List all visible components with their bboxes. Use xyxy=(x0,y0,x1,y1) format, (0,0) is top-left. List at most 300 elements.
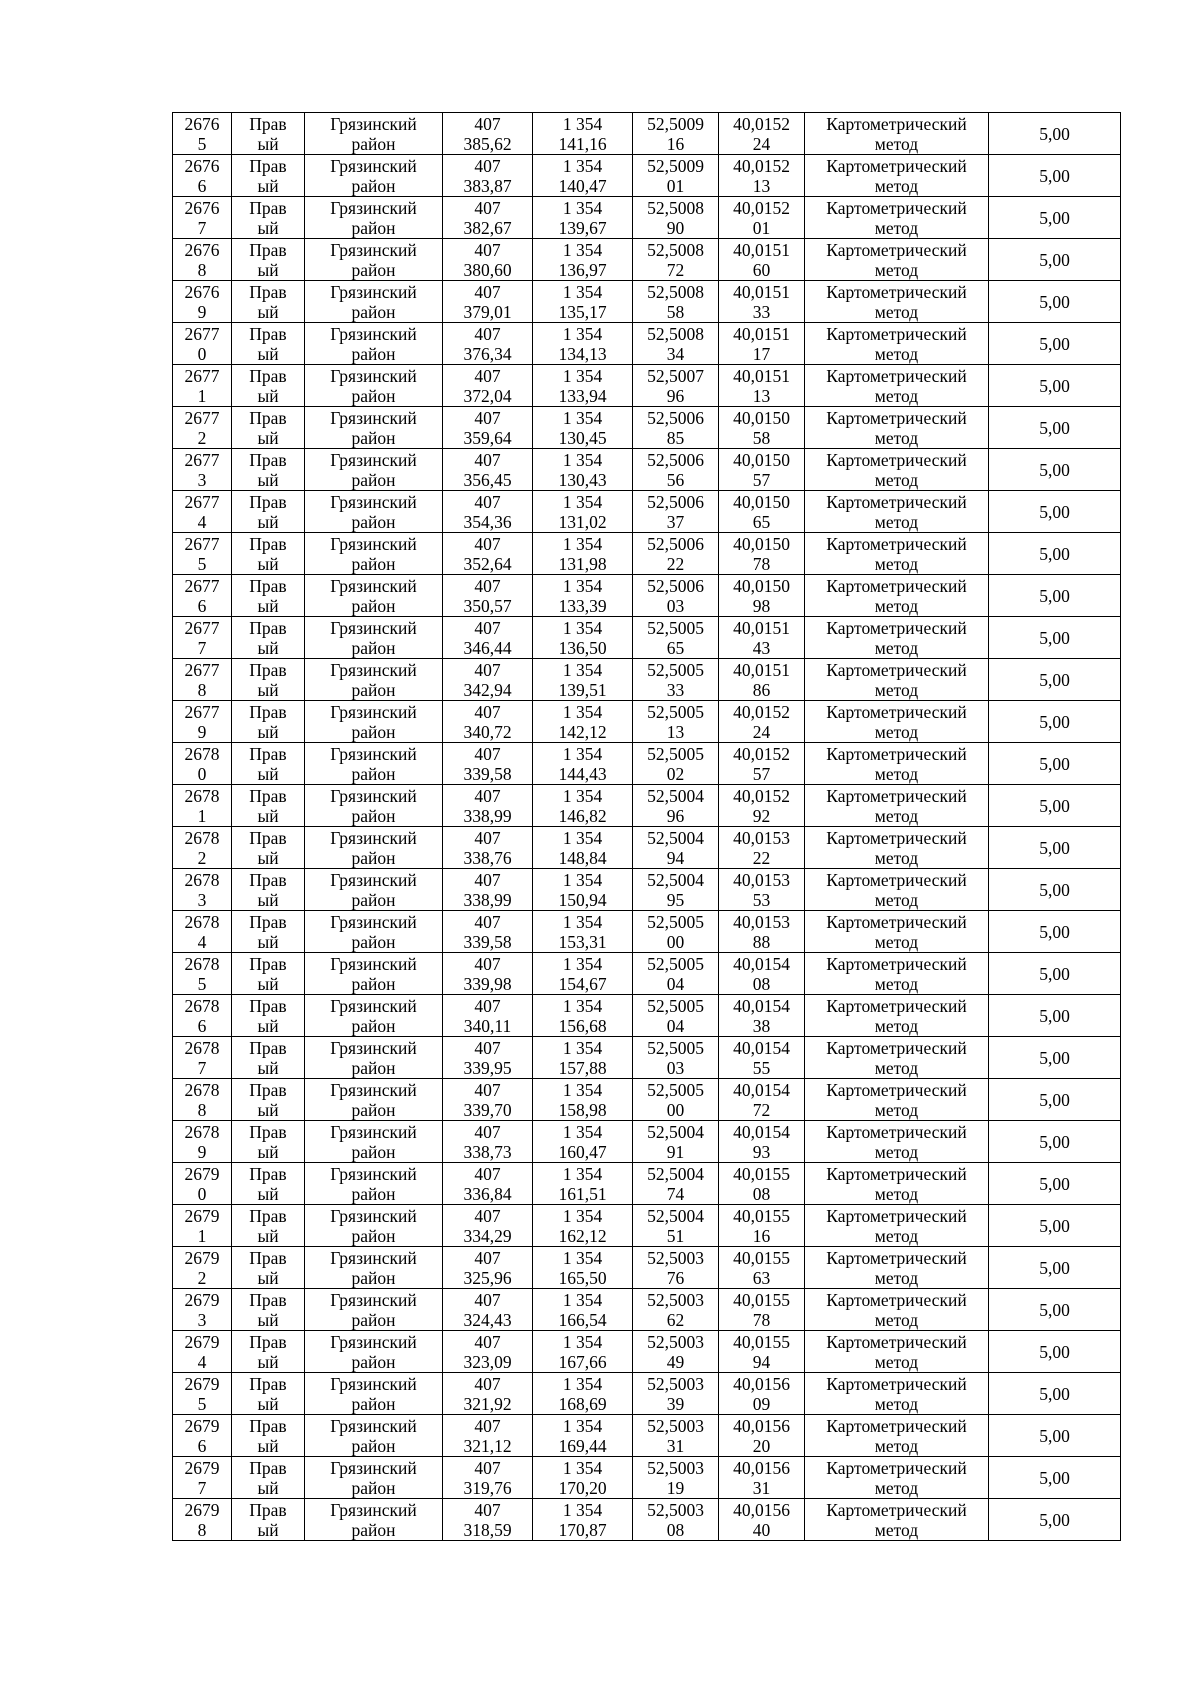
x-coordinate-cell xyxy=(443,575,533,617)
y-coordinate-cell-line-1: 1 354 xyxy=(562,1163,603,1184)
latitude-cell-line-1: 52,5005 xyxy=(647,743,704,764)
method-cell-line-1: Картометрический xyxy=(826,617,967,638)
point-number-cell-line-1: 2676 xyxy=(184,155,220,176)
y-coordinate-cell-line-2: 142,12 xyxy=(558,721,607,742)
point-number-cell-line-1: 2677 xyxy=(184,701,220,722)
longitude-cell xyxy=(719,659,805,701)
longitude-cell xyxy=(719,1163,805,1205)
latitude-cell-line-1: 52,5003 xyxy=(647,1373,704,1394)
point-number-cell xyxy=(173,617,232,659)
district-cell xyxy=(305,743,443,785)
bank-side-cell-line-1: Прав xyxy=(249,1373,287,1394)
point-number-cell xyxy=(173,659,232,701)
point-number-cell-line-2: 3 xyxy=(197,469,207,490)
latitude-cell-line-1: 52,5004 xyxy=(647,1163,704,1184)
district-cell xyxy=(305,323,443,365)
method-cell-line-1: Картометрический xyxy=(826,197,967,218)
point-number-cell-line-2: 6 xyxy=(197,1015,207,1036)
table-row xyxy=(173,1415,1121,1457)
longitude-cell-line-2: 33 xyxy=(752,301,771,322)
y-coordinate-cell-line-1: 1 354 xyxy=(562,155,603,176)
district-cell-line-1: Грязинский xyxy=(330,365,417,386)
x-coordinate-cell xyxy=(443,701,533,743)
district-cell-line-2: район xyxy=(351,175,396,196)
table-row xyxy=(173,155,1121,197)
point-number-cell xyxy=(173,911,232,953)
y-coordinate-cell xyxy=(533,785,633,827)
bank-side-cell xyxy=(232,1247,305,1289)
district-cell-line-1: Грязинский xyxy=(330,113,417,134)
point-number-cell xyxy=(173,491,232,533)
longitude-cell-line-1: 40,0150 xyxy=(733,533,790,554)
latitude-cell xyxy=(633,449,719,491)
latitude-cell-line-2: 04 xyxy=(666,1015,685,1036)
y-coordinate-cell-line-2: 141,16 xyxy=(558,133,607,154)
bank-side-cell-line-1: Прав xyxy=(249,1289,287,1310)
bank-side-cell-line-2: ый xyxy=(257,1057,279,1078)
longitude-cell-line-1: 40,0152 xyxy=(733,155,790,176)
district-cell-line-2: район xyxy=(351,259,396,280)
district-cell-line-1: Грязинский xyxy=(330,1289,417,1310)
point-number-cell-line-1: 2677 xyxy=(184,659,220,680)
bank-side-cell-line-2: ый xyxy=(257,1477,279,1498)
latitude-cell-line-2: 76 xyxy=(666,1267,685,1288)
method-cell-line-1: Картометрический xyxy=(826,1037,967,1058)
y-coordinate-cell-line-1: 1 354 xyxy=(562,953,603,974)
point-number-cell xyxy=(173,197,232,239)
bank-side-cell-line-1: Прав xyxy=(249,113,287,134)
longitude-cell-line-2: 43 xyxy=(752,637,771,658)
district-cell xyxy=(305,1205,443,1247)
table-row xyxy=(173,1499,1121,1541)
district-cell-line-1: Грязинский xyxy=(330,1079,417,1100)
latitude-cell-line-1: 52,5003 xyxy=(647,1499,704,1520)
x-coordinate-cell-line-2: 346,44 xyxy=(463,637,512,658)
accuracy-cell: 5,00 xyxy=(989,1079,1121,1121)
x-coordinate-cell-line-1: 407 xyxy=(474,1079,501,1100)
y-coordinate-cell-line-2: 133,39 xyxy=(558,595,607,616)
point-number-cell-line-2: 7 xyxy=(197,1477,207,1498)
y-coordinate-cell-line-1: 1 354 xyxy=(562,575,603,596)
bank-side-cell-line-2: ый xyxy=(257,721,279,742)
bank-side-cell-line-2: ый xyxy=(257,637,279,658)
longitude-cell xyxy=(719,281,805,323)
y-coordinate-cell-line-2: 133,94 xyxy=(558,385,607,406)
longitude-cell-line-1: 40,0153 xyxy=(733,869,790,890)
method-cell-line-1: Картометрический xyxy=(826,1205,967,1226)
district-cell xyxy=(305,869,443,911)
y-coordinate-cell-line-1: 1 354 xyxy=(562,533,603,554)
district-cell xyxy=(305,659,443,701)
bank-side-cell-line-1: Прав xyxy=(249,323,287,344)
table-body xyxy=(173,113,1121,1541)
latitude-cell-line-1: 52,5003 xyxy=(647,1247,704,1268)
method-cell-line-2: метод xyxy=(874,595,919,616)
latitude-cell-line-2: 00 xyxy=(666,931,685,952)
point-number-cell-line-1: 2678 xyxy=(184,1079,220,1100)
point-number-cell xyxy=(173,533,232,575)
point-number-cell-line-1: 2676 xyxy=(184,197,220,218)
y-coordinate-cell-line-1: 1 354 xyxy=(562,1499,603,1520)
y-coordinate-cell xyxy=(533,281,633,323)
bank-side-cell-line-1: Прав xyxy=(249,785,287,806)
method-cell-line-2: метод xyxy=(874,721,919,742)
bank-side-cell-line-1: Прав xyxy=(249,1079,287,1100)
point-number-cell-line-2: 7 xyxy=(197,217,207,238)
accuracy-cell: 5,00 xyxy=(989,1499,1121,1541)
longitude-cell-line-2: 93 xyxy=(752,1141,771,1162)
bank-side-cell-line-2: ый xyxy=(257,1141,279,1162)
table-row xyxy=(173,491,1121,533)
district-cell-line-1: Грязинский xyxy=(330,197,417,218)
latitude-cell-line-1: 52,5009 xyxy=(647,155,704,176)
bank-side-cell xyxy=(232,1289,305,1331)
y-coordinate-cell-line-1: 1 354 xyxy=(562,1247,603,1268)
x-coordinate-cell-line-2: 356,45 xyxy=(463,469,512,490)
latitude-cell-line-1: 52,5005 xyxy=(647,911,704,932)
longitude-cell-line-2: 57 xyxy=(752,763,771,784)
x-coordinate-cell-line-2: 319,76 xyxy=(463,1477,512,1498)
bank-side-cell-line-1: Прав xyxy=(249,701,287,722)
longitude-cell-line-1: 40,0152 xyxy=(733,113,790,134)
latitude-cell xyxy=(633,785,719,827)
x-coordinate-cell xyxy=(443,113,533,155)
method-cell-line-2: метод xyxy=(874,1099,919,1120)
latitude-cell xyxy=(633,407,719,449)
bank-side-cell xyxy=(232,1373,305,1415)
longitude-cell xyxy=(719,617,805,659)
y-coordinate-cell xyxy=(533,533,633,575)
longitude-cell xyxy=(719,113,805,155)
x-coordinate-cell xyxy=(443,659,533,701)
point-number-cell-line-1: 2679 xyxy=(184,1373,220,1394)
x-coordinate-cell-line-1: 407 xyxy=(474,1121,501,1142)
accuracy-cell: 5,00 xyxy=(989,113,1121,155)
bank-side-cell xyxy=(232,281,305,323)
latitude-cell xyxy=(633,575,719,617)
x-coordinate-cell xyxy=(443,281,533,323)
longitude-cell xyxy=(719,155,805,197)
latitude-cell-line-1: 52,5004 xyxy=(647,785,704,806)
latitude-cell-line-2: 04 xyxy=(666,973,685,994)
latitude-cell xyxy=(633,281,719,323)
latitude-cell-line-2: 03 xyxy=(666,595,685,616)
x-coordinate-cell-line-1: 407 xyxy=(474,1205,501,1226)
y-coordinate-cell-line-2: 168,69 xyxy=(558,1393,607,1414)
bank-side-cell-line-2: ый xyxy=(257,1183,279,1204)
longitude-cell xyxy=(719,407,805,449)
district-cell-line-1: Грязинский xyxy=(330,1331,417,1352)
district-cell-line-1: Грязинский xyxy=(330,1247,417,1268)
longitude-cell-line-1: 40,0152 xyxy=(733,701,790,722)
method-cell xyxy=(805,911,989,953)
longitude-cell-line-2: 55 xyxy=(752,1057,771,1078)
longitude-cell-line-2: 60 xyxy=(752,259,771,280)
method-cell-line-2: метод xyxy=(874,1057,919,1078)
x-coordinate-cell xyxy=(443,1079,533,1121)
method-cell-line-2: метод xyxy=(874,1519,919,1540)
method-cell-line-2: метод xyxy=(874,889,919,910)
longitude-cell xyxy=(719,239,805,281)
point-number-cell-line-1: 2679 xyxy=(184,1457,220,1478)
bank-side-cell xyxy=(232,533,305,575)
method-cell-line-2: метод xyxy=(874,637,919,658)
longitude-cell-line-1: 40,0153 xyxy=(733,827,790,848)
longitude-cell xyxy=(719,953,805,995)
district-cell-line-1: Грязинский xyxy=(330,995,417,1016)
longitude-cell xyxy=(719,1121,805,1163)
longitude-cell-line-1: 40,0150 xyxy=(733,491,790,512)
accuracy-cell: 5,00 xyxy=(989,281,1121,323)
table-row xyxy=(173,953,1121,995)
method-cell-line-1: Картометрический xyxy=(826,491,967,512)
point-number-cell-line-2: 6 xyxy=(197,1435,207,1456)
method-cell xyxy=(805,1247,989,1289)
method-cell-line-1: Картометрический xyxy=(826,281,967,302)
district-cell-line-1: Грязинский xyxy=(330,617,417,638)
x-coordinate-cell xyxy=(443,1037,533,1079)
x-coordinate-cell-line-1: 407 xyxy=(474,743,501,764)
latitude-cell-line-1: 52,5003 xyxy=(647,1415,704,1436)
bank-side-cell-line-1: Прав xyxy=(249,533,287,554)
accuracy-cell: 5,00 xyxy=(989,953,1121,995)
district-cell-line-2: район xyxy=(351,1309,396,1330)
table-row xyxy=(173,197,1121,239)
bank-side-cell-line-2: ый xyxy=(257,889,279,910)
accuracy-cell: 5,00 xyxy=(989,491,1121,533)
bank-side-cell xyxy=(232,911,305,953)
district-cell-line-1: Грязинский xyxy=(330,449,417,470)
accuracy-cell: 5,00 xyxy=(989,911,1121,953)
table-row xyxy=(173,575,1121,617)
district-cell-line-2: район xyxy=(351,889,396,910)
x-coordinate-cell xyxy=(443,365,533,407)
x-coordinate-cell-line-2: 325,96 xyxy=(463,1267,512,1288)
bank-side-cell-line-1: Прав xyxy=(249,1247,287,1268)
y-coordinate-cell xyxy=(533,1457,633,1499)
latitude-cell xyxy=(633,197,719,239)
table-row xyxy=(173,449,1121,491)
longitude-cell-line-1: 40,0151 xyxy=(733,323,790,344)
latitude-cell xyxy=(633,1163,719,1205)
point-number-cell-line-2: 7 xyxy=(197,1057,207,1078)
longitude-cell-line-2: 78 xyxy=(752,553,771,574)
longitude-cell-line-1: 40,0155 xyxy=(733,1331,790,1352)
latitude-cell-line-2: 91 xyxy=(666,1141,685,1162)
x-coordinate-cell-line-1: 407 xyxy=(474,1457,501,1478)
x-coordinate-cell xyxy=(443,911,533,953)
longitude-cell xyxy=(719,827,805,869)
bank-side-cell-line-1: Прав xyxy=(249,1499,287,1520)
point-number-cell-line-1: 2678 xyxy=(184,743,220,764)
bank-side-cell-line-2: ый xyxy=(257,511,279,532)
method-cell-line-2: метод xyxy=(874,385,919,406)
x-coordinate-cell xyxy=(443,323,533,365)
x-coordinate-cell-line-1: 407 xyxy=(474,827,501,848)
method-cell-line-1: Картометрический xyxy=(826,323,967,344)
y-coordinate-cell-line-2: 160,47 xyxy=(558,1141,607,1162)
point-number-cell-line-1: 2678 xyxy=(184,785,220,806)
method-cell-line-1: Картометрический xyxy=(826,239,967,260)
x-coordinate-cell xyxy=(443,533,533,575)
y-coordinate-cell-line-1: 1 354 xyxy=(562,869,603,890)
bank-side-cell-line-2: ый xyxy=(257,385,279,406)
latitude-cell xyxy=(633,995,719,1037)
point-number-cell-line-2: 6 xyxy=(197,595,207,616)
table-row xyxy=(173,1163,1121,1205)
x-coordinate-cell-line-1: 407 xyxy=(474,911,501,932)
accuracy-cell: 5,00 xyxy=(989,1373,1121,1415)
method-cell xyxy=(805,869,989,911)
district-cell-line-1: Грязинский xyxy=(330,281,417,302)
bank-side-cell-line-2: ый xyxy=(257,343,279,364)
method-cell-line-2: метод xyxy=(874,1477,919,1498)
table-row xyxy=(173,1037,1121,1079)
longitude-cell xyxy=(719,1247,805,1289)
y-coordinate-cell-line-1: 1 354 xyxy=(562,827,603,848)
latitude-cell-line-1: 52,5008 xyxy=(647,323,704,344)
accuracy-cell: 5,00 xyxy=(989,365,1121,407)
table-row xyxy=(173,113,1121,155)
method-cell-line-1: Картометрический xyxy=(826,1457,967,1478)
x-coordinate-cell-line-1: 407 xyxy=(474,869,501,890)
method-cell-line-1: Картометрический xyxy=(826,113,967,134)
district-cell xyxy=(305,1289,443,1331)
point-number-cell-line-2: 5 xyxy=(197,973,207,994)
x-coordinate-cell-line-1: 407 xyxy=(474,953,501,974)
latitude-cell-line-1: 52,5004 xyxy=(647,1121,704,1142)
latitude-cell-line-1: 52,5006 xyxy=(647,449,704,470)
y-coordinate-cell xyxy=(533,1163,633,1205)
method-cell xyxy=(805,1373,989,1415)
point-number-cell-line-2: 8 xyxy=(197,259,207,280)
point-number-cell-line-1: 2679 xyxy=(184,1499,220,1520)
point-number-cell-line-1: 2677 xyxy=(184,491,220,512)
x-coordinate-cell-line-2: 334,29 xyxy=(463,1225,512,1246)
bank-side-cell-line-1: Прав xyxy=(249,197,287,218)
point-number-cell-line-2: 2 xyxy=(197,1267,207,1288)
method-cell-line-2: метод xyxy=(874,1351,919,1372)
x-coordinate-cell-line-2: 372,04 xyxy=(463,385,512,406)
district-cell-line-1: Грязинский xyxy=(330,239,417,260)
district-cell xyxy=(305,1457,443,1499)
latitude-cell-line-1: 52,5003 xyxy=(647,1331,704,1352)
longitude-cell-line-1: 40,0154 xyxy=(733,1037,790,1058)
method-cell-line-1: Картометрический xyxy=(826,155,967,176)
bank-side-cell xyxy=(232,491,305,533)
y-coordinate-cell xyxy=(533,1415,633,1457)
point-number-cell-line-1: 2678 xyxy=(184,995,220,1016)
method-cell-line-2: метод xyxy=(874,763,919,784)
longitude-cell-line-1: 40,0155 xyxy=(733,1163,790,1184)
y-coordinate-cell-line-1: 1 354 xyxy=(562,1121,603,1142)
longitude-cell xyxy=(719,1373,805,1415)
method-cell xyxy=(805,617,989,659)
bank-side-cell xyxy=(232,995,305,1037)
longitude-cell-line-2: 86 xyxy=(752,679,771,700)
method-cell xyxy=(805,1415,989,1457)
longitude-cell xyxy=(719,785,805,827)
method-cell-line-1: Картометрический xyxy=(826,911,967,932)
y-coordinate-cell xyxy=(533,701,633,743)
longitude-cell-line-1: 40,0155 xyxy=(733,1247,790,1268)
method-cell-line-2: метод xyxy=(874,973,919,994)
table-row xyxy=(173,1373,1121,1415)
latitude-cell xyxy=(633,1457,719,1499)
method-cell xyxy=(805,491,989,533)
point-number-cell-line-1: 2679 xyxy=(184,1247,220,1268)
y-coordinate-cell xyxy=(533,1121,633,1163)
bank-side-cell-line-1: Прав xyxy=(249,491,287,512)
x-coordinate-cell xyxy=(443,785,533,827)
method-cell-line-1: Картометрический xyxy=(826,533,967,554)
x-coordinate-cell-line-2: 339,58 xyxy=(463,763,512,784)
bank-side-cell xyxy=(232,701,305,743)
latitude-cell-line-1: 52,5009 xyxy=(647,113,704,134)
latitude-cell xyxy=(633,617,719,659)
method-cell-line-2: метод xyxy=(874,217,919,238)
point-number-cell-line-2: 1 xyxy=(197,1225,207,1246)
method-cell-line-1: Картометрический xyxy=(826,701,967,722)
point-number-cell-line-2: 5 xyxy=(197,553,207,574)
x-coordinate-cell-line-2: 350,57 xyxy=(463,595,512,616)
longitude-cell xyxy=(719,491,805,533)
point-number-cell xyxy=(173,575,232,617)
district-cell-line-1: Грязинский xyxy=(330,1499,417,1520)
longitude-cell xyxy=(719,1037,805,1079)
longitude-cell xyxy=(719,1499,805,1541)
y-coordinate-cell xyxy=(533,1373,633,1415)
latitude-cell xyxy=(633,533,719,575)
district-cell-line-1: Грязинский xyxy=(330,1037,417,1058)
y-coordinate-cell-line-2: 161,51 xyxy=(558,1183,607,1204)
x-coordinate-cell-line-2: 339,70 xyxy=(463,1099,512,1120)
longitude-cell-line-1: 40,0151 xyxy=(733,617,790,638)
longitude-cell-line-2: 08 xyxy=(752,1183,771,1204)
district-cell-line-2: район xyxy=(351,973,396,994)
x-coordinate-cell xyxy=(443,1205,533,1247)
accuracy-cell: 5,00 xyxy=(989,575,1121,617)
longitude-cell-line-1: 40,0154 xyxy=(733,1121,790,1142)
district-cell-line-2: район xyxy=(351,133,396,154)
longitude-cell-line-2: 78 xyxy=(752,1309,771,1330)
point-number-cell-line-2: 6 xyxy=(197,175,207,196)
y-coordinate-cell xyxy=(533,1079,633,1121)
y-coordinate-cell-line-1: 1 354 xyxy=(562,617,603,638)
bank-side-cell xyxy=(232,1415,305,1457)
longitude-cell-line-2: 63 xyxy=(752,1267,771,1288)
method-cell xyxy=(805,113,989,155)
y-coordinate-cell-line-2: 140,47 xyxy=(558,175,607,196)
table-row xyxy=(173,1331,1121,1373)
x-coordinate-cell-line-1: 407 xyxy=(474,281,501,302)
y-coordinate-cell-line-2: 136,97 xyxy=(558,259,607,280)
x-coordinate-cell xyxy=(443,449,533,491)
longitude-cell-line-2: 17 xyxy=(752,343,771,364)
table-row xyxy=(173,281,1121,323)
point-number-cell-line-2: 0 xyxy=(197,343,207,364)
point-number-cell xyxy=(173,827,232,869)
bank-side-cell-line-1: Прав xyxy=(249,617,287,638)
method-cell-line-1: Картометрический xyxy=(826,953,967,974)
bank-side-cell xyxy=(232,1163,305,1205)
point-number-cell-line-2: 4 xyxy=(197,1351,207,1372)
x-coordinate-cell-line-1: 407 xyxy=(474,617,501,638)
longitude-cell-line-2: 53 xyxy=(752,889,771,910)
method-cell-line-2: метод xyxy=(874,301,919,322)
y-coordinate-cell xyxy=(533,575,633,617)
x-coordinate-cell-line-1: 407 xyxy=(474,365,501,386)
